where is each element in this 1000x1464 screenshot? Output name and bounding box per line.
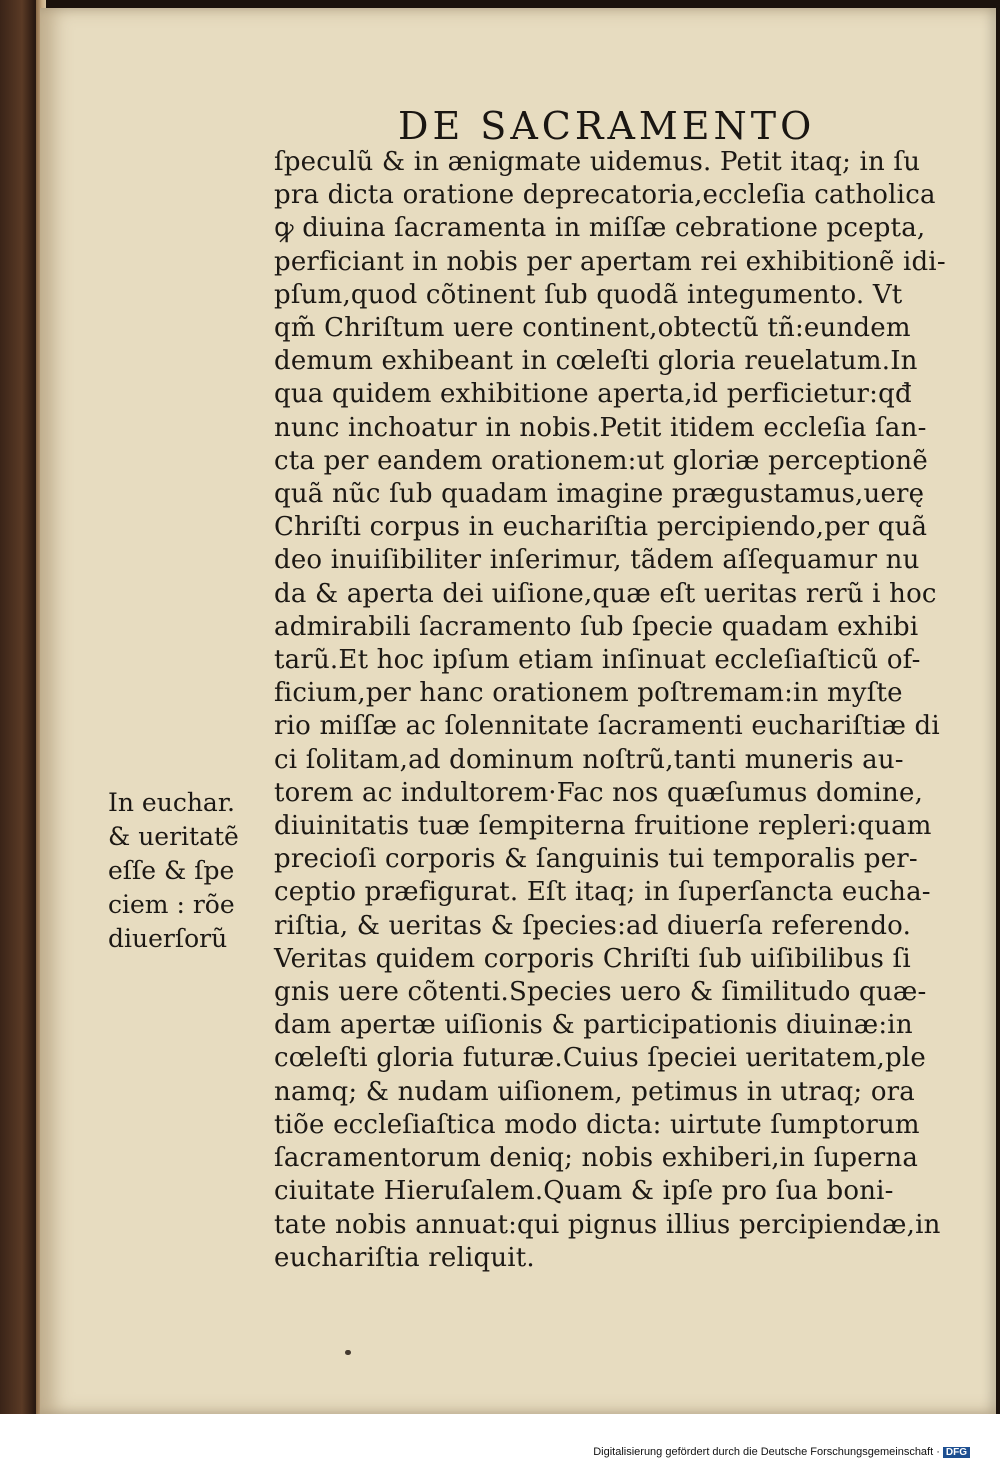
text-line: nunc inchoatur in nobis.Petit itidem eccleſia ſan- [274, 412, 927, 443]
running-head: DE SACRAMENTO [398, 104, 816, 148]
text-line: tarũ.Et hoc ipſum etiam inſinuat eccleſiaſticũ of- [274, 645, 921, 676]
text-line: tate nobis annuat:qui pignus illius percipiendæ,in [274, 1209, 941, 1240]
text-line: ceptio præfigurat. Eſt itaq; in ſuperſancta eucha- [274, 877, 931, 908]
text-line: dam apertæ uiſionis & participationis diuinæ:in [274, 1010, 913, 1041]
text-line: deo inuiſibiliter inſerimur, tãdem aſſequamur nu [274, 545, 920, 576]
marginal-note [108, 786, 268, 956]
text-line: perficiant in nobis per apertam rei exhibitionẽ idi- [274, 246, 946, 277]
text-line: ſpeculũ & in ænigmate uidemus. Petit itaq; in ſu [274, 147, 921, 177]
text-line: torem ac indultorem·Fac nos quæſumus domine, [274, 777, 924, 808]
text-line: admirabili ſacramento ſub ſpecie quadam exhibi [274, 611, 919, 642]
text-line: qua quidem exhibitione aperta,id perficietur:qđ [274, 379, 912, 410]
text-line: tiõe eccleſiaſtica modo dicta: uirtute ſumptorum [274, 1109, 920, 1140]
text-line: namq; & nudam uiſionem, petimus in utraq; ora [274, 1076, 915, 1107]
main-text-block [274, 146, 964, 1275]
text-line: demum exhibeant in cœleſti gloria reuelatum.In [274, 346, 918, 377]
text-line: Veritas quidem corporis Chriſti ſub uiſibilibus ſi [274, 943, 911, 974]
text-line: ꝙ diuina ſacramenta in miſſæ cebratione pcepta, [274, 213, 926, 244]
text-line: da & aperta dei uiſione,quæ eſt ueritas rerũ i hoc [274, 578, 937, 609]
text-line: Chriſti corpus in euchariſtia percipiendo,per quã [274, 512, 928, 543]
ink-speck [345, 1350, 351, 1355]
text-line: riſtia, & ueritas & ſpecies:ad diuerſa referendo. [274, 910, 912, 941]
funding-note [593, 1446, 970, 1458]
text-line: gnis uere cõtenti.Species uero & ſimilitudo quæ- [274, 977, 927, 1008]
text-line: qm̃ Chriſtum uere continent,obtectũ tñ:eundem [274, 313, 911, 344]
text-line: ci ſolitam,ad dominum noſtrũ,tanti muneris au- [274, 744, 904, 775]
text-line: precioſi corporis & ſanguinis tui temporalis per- [274, 844, 918, 875]
text-line: pra dicta oratione deprecatoria,eccleſia catholica [274, 180, 936, 211]
margin-note-line: ciem : rõe [108, 890, 235, 919]
funding-text: Digitalisierung gefördert durch die Deutsche Forschungsgemeinschaft · [593, 1446, 940, 1458]
dfg-logo: DFG [943, 1447, 970, 1458]
text-line: ficium,per hanc orationem poſtremam:in myſte [274, 678, 903, 709]
text-line: euchariſtia reliquit. [274, 1242, 535, 1273]
text-line: quã nũc ſub quadam imagine prægustamus,uerę [274, 479, 925, 510]
margin-note-line: & ueritatẽ [108, 822, 239, 851]
text-line: diuinitatis tuæ ſempiterna fruitione repleri:quam [274, 811, 932, 842]
text-line: ſacramentorum deniq; nobis exhiberi,in ſuperna [274, 1143, 919, 1174]
margin-note-line: In euchar. [108, 788, 235, 817]
text-line: pſum,quod cõtinent ſub quodã integumento. Vt [274, 279, 903, 310]
text-line: cœleſti gloria futuræ.Cuius ſpeciei ueritatem,ple [274, 1043, 926, 1074]
text-line: rio miſſæ ac ſolennitate ſacramenti euchariſtiæ di [274, 711, 940, 742]
margin-note-line: eſſe & ſpe [108, 856, 235, 885]
margin-note-line: diuerſorũ [108, 924, 228, 953]
text-line: cta per eandem orationem:ut gloriæ perceptionẽ [274, 445, 928, 476]
text-line: ciuitate Hieruſalem.Quam & ipſe pro ſua boni- [274, 1176, 894, 1207]
